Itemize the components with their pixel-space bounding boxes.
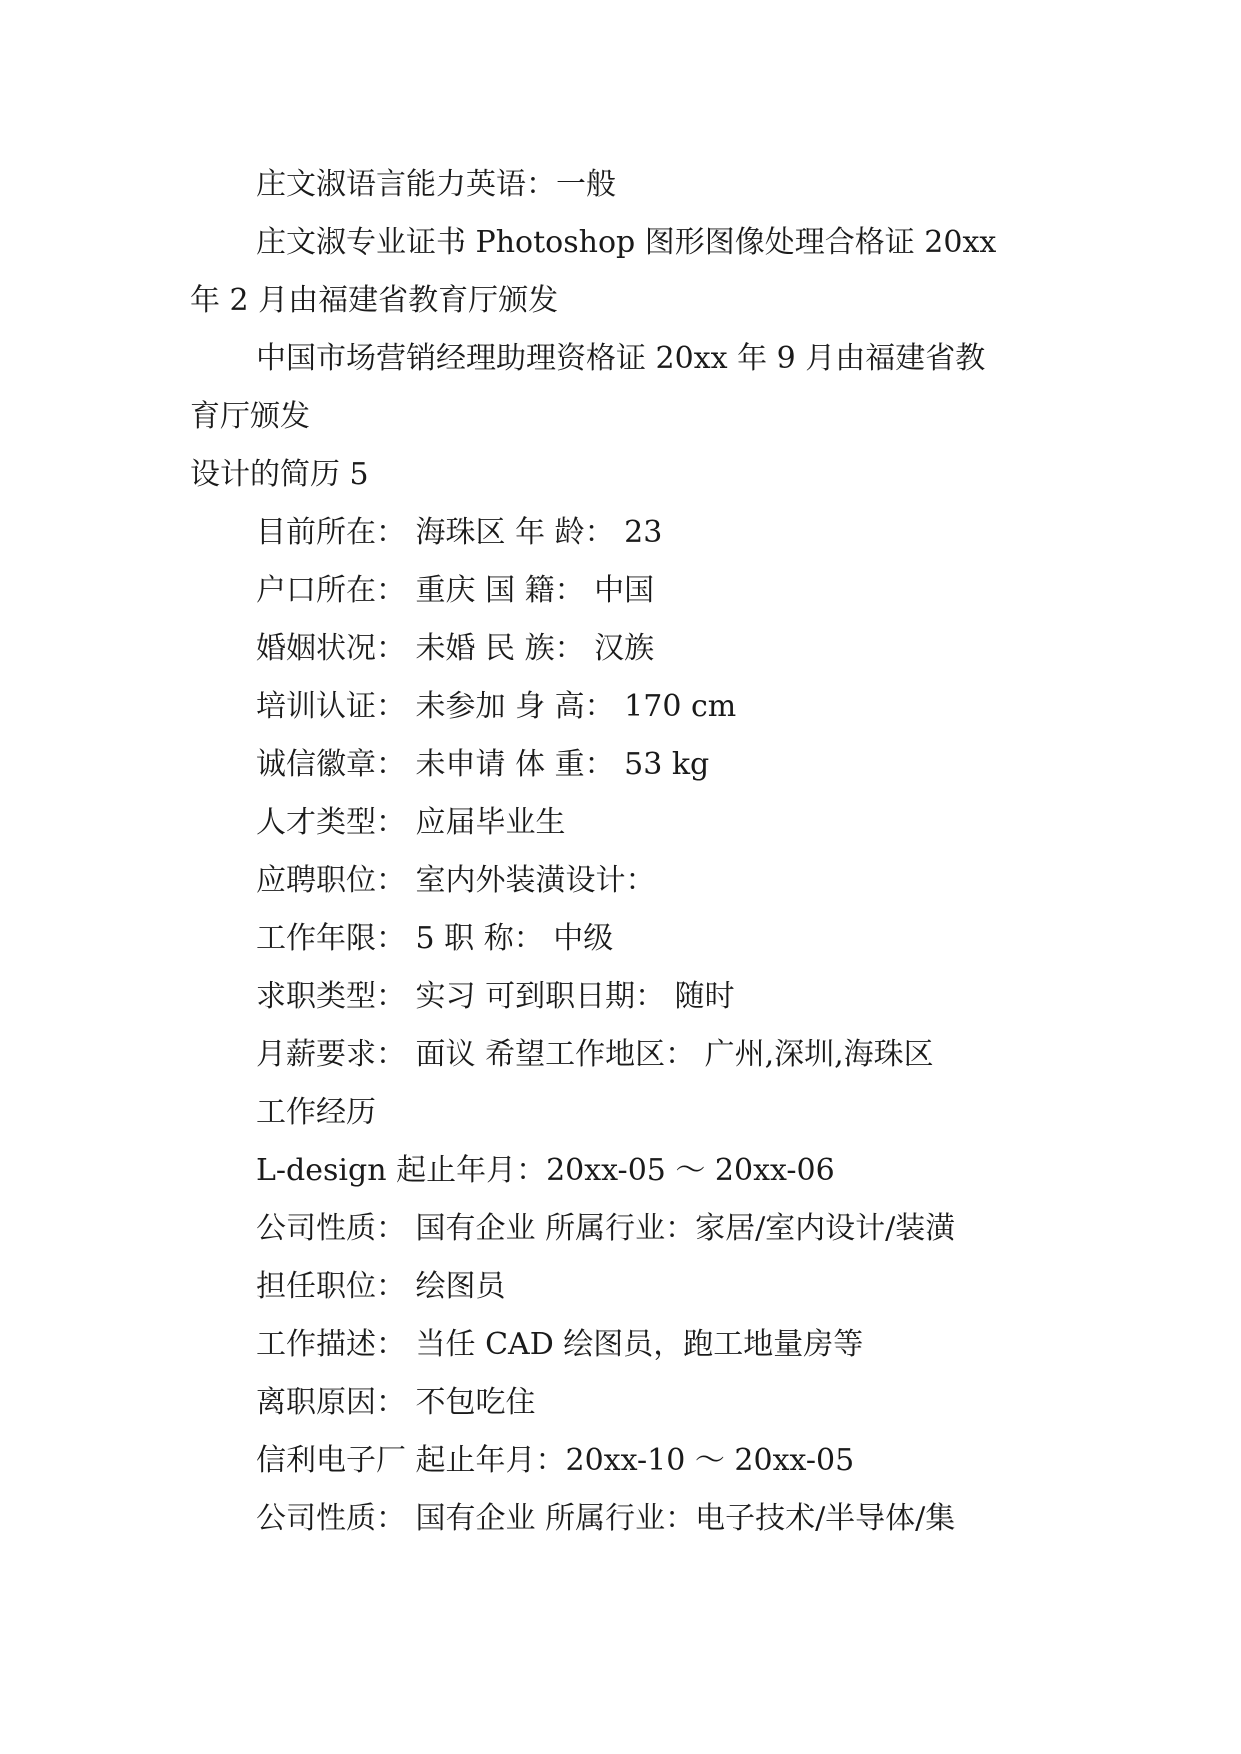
job-1-description: 工作描述： 当任 CAD 绘图员，跑工地量房等 xyxy=(256,1327,864,1362)
profile-hukou-nationality: 户口所在： 重庆 国 籍： 中国 xyxy=(256,573,655,608)
profile-position: 应聘职位： 室内外装潢设计： xyxy=(256,863,656,898)
profile-salary-region: 月薪要求： 面议 希望工作地区： 广州,深圳,海珠区 xyxy=(256,1037,934,1072)
certificate-line-continued: 年 2 月由福建省教育厅颁发 xyxy=(190,283,559,318)
profile-talent-type: 人才类型： 应届毕业生 xyxy=(256,805,566,840)
work-experience-heading: 工作经历 xyxy=(256,1095,376,1130)
profile-location-age: 目前所在： 海珠区 年 龄： 23 xyxy=(256,515,663,550)
profile-years-title: 工作年限： 5 职 称： 中级 xyxy=(256,921,614,956)
certificate-line: 庄文淑专业证书 Photoshop 图形图像处理合格证 20xx xyxy=(256,225,997,260)
job-1-position: 担任职位： 绘图员 xyxy=(256,1269,506,1304)
profile-job-type: 求职类型： 实习 可到职日期： 随时 xyxy=(256,979,735,1014)
job-2-company-nature: 公司性质： 国有企业 所属行业：电子技术/半导体/集 xyxy=(256,1501,956,1536)
certificate-line-2: 中国市场营销经理助理资格证 20xx 年 9 月由福建省教 xyxy=(256,341,986,376)
profile-training-height: 培训认证： 未参加 身 高： 170 cm xyxy=(256,689,737,724)
job-1-company-nature: 公司性质： 国有企业 所属行业：家居/室内设计/装潢 xyxy=(256,1211,956,1246)
job-2-company-period: 信利电子厂 起止年月：20xx-10 ～ 20xx-05 xyxy=(256,1443,855,1478)
section-heading: 设计的简历 5 xyxy=(190,457,369,492)
job-1-leave-reason: 离职原因： 不包吃住 xyxy=(256,1385,536,1420)
language-ability-line: 庄文淑语言能力英语：一般 xyxy=(256,167,616,202)
job-1-company-period: L-design 起止年月：20xx-05 ～ 20xx-06 xyxy=(256,1153,835,1188)
profile-marital-ethnicity: 婚姻状况： 未婚 民 族： 汉族 xyxy=(256,631,655,666)
profile-badge-weight: 诚信徽章： 未申请 体 重： 53 kg xyxy=(256,747,710,782)
certificate-line-2-continued: 育厅颁发 xyxy=(190,399,310,434)
